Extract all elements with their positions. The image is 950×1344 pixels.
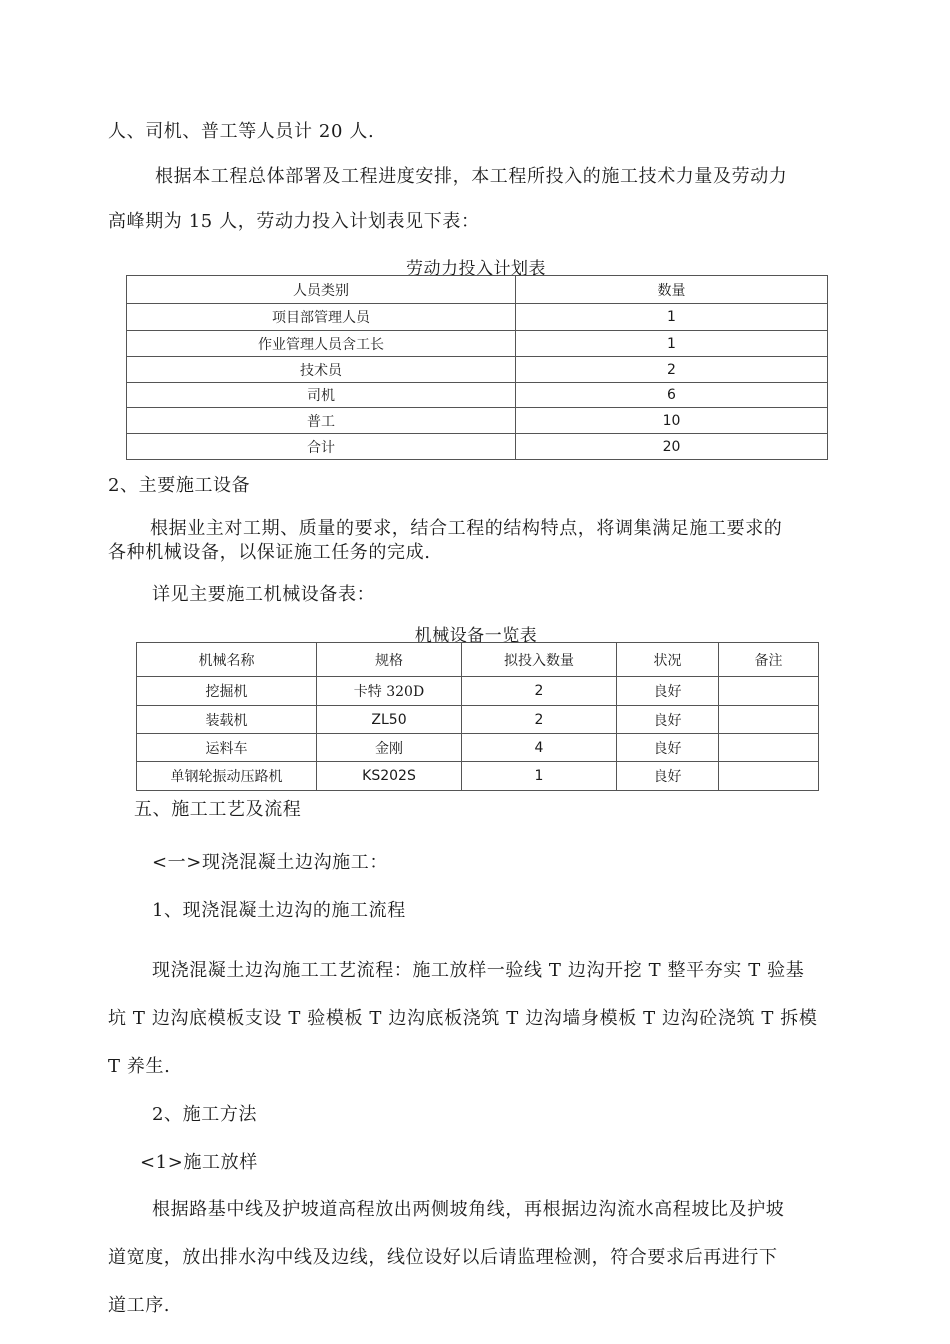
- equipment-header-status: 状况: [617, 643, 719, 677]
- equipment-spec-cell: 卡特 320D: [317, 677, 462, 706]
- equipment-status-cell: 良好: [617, 706, 719, 734]
- table-row: [127, 357, 828, 383]
- labor-category-cell: 合计: [127, 434, 516, 460]
- labor-header-quantity: 数量: [516, 276, 828, 304]
- equipment-status-cell: 良好: [617, 734, 719, 762]
- table-row: [137, 677, 819, 706]
- equipment-header-remarks: 备注: [719, 643, 819, 677]
- labor-table: [126, 275, 828, 460]
- labor-category-cell: 普工: [127, 408, 516, 434]
- equipment-quantity-cell: 2: [462, 677, 617, 706]
- equipment-remarks-cell: [719, 677, 819, 706]
- labor-category-cell: 项目部管理人员: [127, 304, 516, 331]
- labor-paragraph-line-1: 根据本工程总体部署及工程进度安排，本工程所投入的施工技术力量及劳动力: [155, 166, 788, 187]
- equipment-remarks-cell: [719, 706, 819, 734]
- flow-paragraph-line-1: 现浇混凝土边沟施工工艺流程：施工放样一验线 T 边沟开挖 T 整平夯实 T 验基: [152, 960, 805, 981]
- subsection-heading-staking: <1>施工放样: [140, 1152, 258, 1173]
- labor-quantity-cell: 6: [516, 383, 828, 408]
- labor-category-cell: 作业管理人员含工长: [127, 331, 516, 357]
- equipment-status-cell: 良好: [617, 762, 719, 791]
- table-row: [127, 408, 828, 434]
- section-heading-equipment: 2、主要施工设备: [108, 475, 251, 496]
- table-row: [127, 383, 828, 408]
- labor-quantity-cell: 2: [516, 357, 828, 383]
- equipment-header-spec: 规格: [317, 643, 462, 677]
- equipment-remarks-cell: [719, 762, 819, 791]
- equipment-quantity-cell: 1: [462, 762, 617, 791]
- equipment-name-cell: 装载机: [137, 706, 317, 734]
- labor-quantity-cell: 1: [516, 331, 828, 357]
- equipment-spec-cell: 金刚: [317, 734, 462, 762]
- equipment-spec-cell: ZL50: [317, 706, 462, 734]
- table-row: [127, 434, 828, 460]
- equipment-table: [136, 642, 819, 791]
- equipment-status-cell: 良好: [617, 677, 719, 706]
- subsection-heading-flow: 1、现浇混凝土边沟的施工流程: [152, 900, 406, 921]
- labor-quantity-cell: 20: [516, 434, 828, 460]
- intro-line: 人、司机、普工等人员计 20 人.: [108, 121, 375, 142]
- equipment-header-name: 机械名称: [137, 643, 317, 677]
- labor-category-cell: 技术员: [127, 357, 516, 383]
- flow-paragraph-line-2: 坑 T 边沟底模板支设 T 验模板 T 边沟底板浇筑 T 边沟墙身模板 T 边沟砼浇筑 T 拆模: [108, 1008, 818, 1029]
- labor-table-caption: 劳动力投入计划表: [406, 259, 546, 279]
- table-row: [127, 304, 828, 331]
- subsection-heading-method: 2、施工方法: [152, 1104, 258, 1125]
- staking-paragraph-line-3: 道工序.: [108, 1295, 171, 1316]
- equipment-spec-cell: KS202S: [317, 762, 462, 791]
- section-heading-process: 五、施工工艺及流程: [134, 799, 302, 820]
- labor-paragraph-line-2: 高峰期为 15 人，劳动力投入计划表见下表：: [108, 211, 480, 232]
- labor-quantity-cell: 1: [516, 304, 828, 331]
- equipment-name-cell: 挖掘机: [137, 677, 317, 706]
- equipment-header-quantity: 拟投入数量: [462, 643, 617, 677]
- equipment-reference-line: 详见主要施工机械设备表：: [152, 584, 376, 605]
- equipment-name-cell: 运料车: [137, 734, 317, 762]
- table-row: [137, 762, 819, 791]
- table-row: [127, 331, 828, 357]
- equipment-paragraph-line-2: 各种机械设备，以保证施工任务的完成.: [108, 542, 431, 563]
- equipment-remarks-cell: [719, 734, 819, 762]
- staking-paragraph-line-2: 道宽度，放出排水沟中线及边线，线位设好以后请监理检测，符合要求后再进行下: [108, 1247, 778, 1268]
- equipment-table-caption: 机械设备一览表: [414, 626, 538, 646]
- equipment-quantity-cell: 2: [462, 706, 617, 734]
- subsection-heading-ditch: <一>现浇混凝土边沟施工：: [152, 852, 388, 873]
- flow-paragraph-line-3: T 养生.: [108, 1056, 171, 1077]
- table-row: [137, 734, 819, 762]
- equipment-quantity-cell: 4: [462, 734, 617, 762]
- staking-paragraph-line-1: 根据路基中线及护坡道高程放出两侧坡角线，再根据边沟流水高程坡比及护坡: [152, 1199, 785, 1220]
- equipment-name-cell: 单钢轮振动压路机: [137, 762, 317, 791]
- labor-quantity-cell: 10: [516, 408, 828, 434]
- equipment-paragraph-line-1: 根据业主对工期、质量的要求，结合工程的结构特点，将调集满足施工要求的: [150, 518, 783, 539]
- labor-header-category: 人员类别: [127, 276, 516, 304]
- table-row: [137, 706, 819, 734]
- labor-category-cell: 司机: [127, 383, 516, 408]
